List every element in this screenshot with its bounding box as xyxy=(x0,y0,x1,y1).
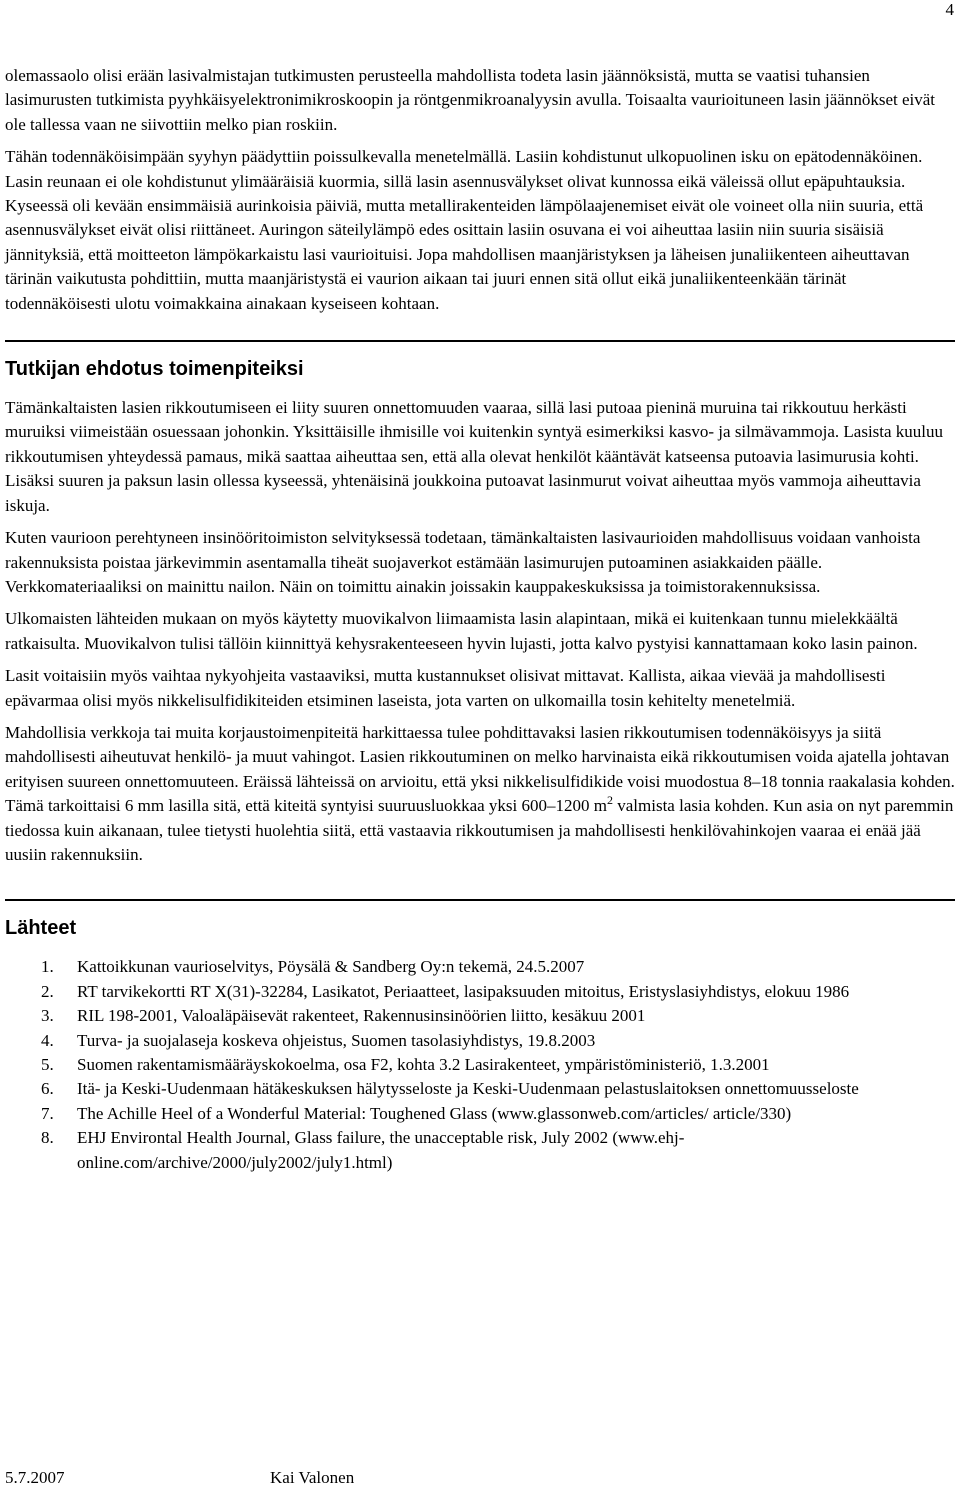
reference-item xyxy=(5,1053,955,1077)
reference-text: EHJ Environtal Health Journal, Glass failure, the unacceptable risk, July 2002 (www.ehj-online.com/archive/2000/july2002/july1.html) xyxy=(77,1128,685,1172)
reference-number: 7. xyxy=(41,1103,54,1123)
superscript-2: 2 xyxy=(607,793,613,808)
footer-date: 5.7.2007 xyxy=(5,1468,65,1487)
page-footer xyxy=(5,1466,355,1490)
document-body xyxy=(5,64,955,1175)
reference-item xyxy=(5,955,955,979)
reference-text: Turva- ja suojalaseja koskeva ohjeistus, Suomen tasolasiyhdistys, 19.8.2003 xyxy=(77,1030,596,1050)
reference-item xyxy=(5,1029,955,1053)
reference-text: Itä- ja Keski-Uudenmaan hätäkeskuksen hälytysseloste ja Keski-Uudenmaan pelastuslaitoksen onnettomuusseloste xyxy=(77,1079,859,1099)
proposals-paragraph-5 xyxy=(5,721,955,867)
proposals-paragraph-1: Tämänkaltaisten lasien rikkoutumiseen ei liity suuren onnettomuuden vaaraa, sillä lasi putoaa pieninä muruina tai rikkoutuu herkästi muruiksi viimeistään osuessaan johonkin. Yksittäisille ihmisille voi kuitenkin syntyä esimerkiksi kasvo- ja silmävammoja. Lasista kuuluu rikkoutumisen yhteydessä pamaus, mikä saattaa aiheuttaa sen, että alla olevat henkilöt kääntävät katseensa putoavia lasimurusia kohti. Lisäksi suuren ja paksun lasin ollessa kyseessä, yhtenäisinä joukkoina putoavat lasinmurut voivat aiheuttaa myös vammoja aiheuttavia iskuja. xyxy=(5,398,944,515)
intro-paragraph-1: olemassaolo olisi erään lasivalmistajan tutkimusten perusteella mahdollista todeta lasin jäännöksistä, mutta se vaatisi tuhansien lasimurusten tutkimista pyyhkäisyelektronimikroskoopin ja röntgenmikroanalyysin avulla. Toisaalta vaurioituneen lasin jäännökset eivät ole tallessa vaan ne siivottiin melko pian roskiin. xyxy=(5,66,935,134)
reference-number: 8. xyxy=(41,1128,54,1148)
reference-item xyxy=(5,1004,955,1028)
reference-number: 2. xyxy=(41,981,54,1001)
section-heading-references: Lähteet xyxy=(5,917,77,940)
reference-item xyxy=(5,1126,955,1175)
proposals-paragraph-5-text-a: Mahdollisia verkkoja tai muita korjaustoimenpiteitä harkittaessa tulee pohdittavaksi lasien rikkoutumisen todennäköisyys ja siitä mahdollisesti aiheutuvat henkilö- ja muut vahingot. Lasien rikkoutuminen on melko harvinaista eikä rikkoutumisen voida ajatella johtavan erityisen suureen onnettomuuteen. Eräissä lähteissä on arvioitu, että yksi nikkelisulfidikide voisi muodostua 8–18 tonnia raakalasia kohden. Tämä tarkoittaisi 6 mm lasilla sitä, että kiteitä syntyisi suuruusluokkaa yksi 600–1200 m xyxy=(5,722,955,816)
reference-item xyxy=(5,1102,955,1126)
reference-text: RIL 198-2001, Valoaläpäisevät rakenteet, Rakennusinsinöörien liitto, kesäkuu 2001 xyxy=(77,1006,646,1026)
reference-number: 3. xyxy=(41,1006,54,1026)
reference-list xyxy=(5,955,955,1175)
footer-author: Kai Valonen xyxy=(270,1468,355,1487)
page-number: 4 xyxy=(945,0,954,19)
proposals-paragraph-4: Lasit voitaisiin myös vaihtaa nykyohjeita vastaaviksi, mutta kustannukset olisivat mittavat. Kallista, aikaa vievää ja mahdollisesti epävarmaa olisi myös nikkelisulfidikiteiden etsiminen laseista, jota varten on ulkomailla tosin kehitelty menetelmiä. xyxy=(5,666,886,710)
proposals-paragraph-5-text-b: valmista lasia kohden. Kun asia on nyt paremmin tiedossa kuin aikanaan, tulee tietysti huolehtia siitä, että vastaavia rikkoutumisen ja mahdollisesti henkilövahinkojen vaaraa ei enää jää uusiin rakennuksiin. xyxy=(5,796,954,864)
reference-number: 5. xyxy=(41,1055,54,1074)
proposals-paragraph-2: Kuten vaurioon perehtyneen insinööritoimiston selvityksessä todetaan, tämänkaltaisten lasivaurioiden mahdollisuus voidaan vanhoista rakennuksista poistaa järkevimmin asentamalla tiheät suojaverkot estämään lasimurujen putoaminen asiakkaiden päälle. Verkkomateriaaliksi on mainittu nailon. Näin on toimittu ainakin joissakin kauppakeskuksissa ja toimistorakennuksissa. xyxy=(5,528,921,596)
section-heading-proposals: Tutkijan ehdotus toimenpiteiksi xyxy=(5,358,304,381)
reference-number: 4. xyxy=(41,1030,54,1050)
section-divider-2 xyxy=(5,899,955,901)
reference-item xyxy=(5,980,955,1004)
reference-number: 1. xyxy=(41,957,54,977)
reference-text: Suomen rakentamismääräyskokoelma, osa F2, kohta 3.2 Lasirakenteet, ympäristöministeriö, 1.3.2001 xyxy=(77,1055,770,1074)
reference-text: RT tarvikekortti RT X(31)-32284, Lasikatot, Periaatteet, lasipaksuuden mitoitus, Eristyslasiyhdistys, elokuu 1986 xyxy=(77,981,850,1001)
section-divider-1 xyxy=(5,340,955,342)
reference-number: 6. xyxy=(41,1079,54,1099)
reference-item xyxy=(5,1077,955,1101)
intro-paragraph-2: Tähän todennäköisimpään syyhyn päädyttiin poissulkevalla menetelmällä. Lasiin kohdistunut ulkopuolinen isku on epätodennäköinen. Lasin reunaan ei ole kohdistunut ylimääräisiä kuormia, sillä lasin asennusvälykset olivat kunnossa eikä väleissä ollut epäpuhtauksia. Kyseessä oli kevään ensimmäisiä aurinkoisia päiviä, mutta metallirakenteiden lämpölaajenemiset eivät ole voineet olla niin suuria, että asennusvälykset eivät olisi riittäneet. Auringon säteilylämpö edes osittain lasiin osuvana ei voi aiheuttaa lasiin niin suuria sisäisiä jännityksiä, että moitteeton lämpökarkaistu lasi vaurioituisi. Jopa mahdollisen maanjäristyksen ja läheisen junaliikenteen aiheuttavan tärinän vaikutusta pohdittiin, mutta maanjäristystä ei vaurion aikaan tai juuri ennen sitä ollut eikä junaliikenteenkään tärinät todennäköisesti ulotu voimakkaina ainakaan kyseiseen kohtaan. xyxy=(5,147,924,313)
proposals-paragraph-3: Ulkomaisten lähteiden mukaan on myös käytetty muovikalvon liimaamista lasin alapintaan, mikä ei kuitenkaan tunnu mielekkäältä ratkaisulta. Muovikalvon tulisi tällöin kiinnittyä kehysrakenteeseen hyvin lujasti, jotta kalvo pystyisi kannattamaan koko lasin painon. xyxy=(5,609,918,653)
reference-text: Kattoikkunan vaurioselvitys, Pöysälä & Sandberg Oy:n tekemä, 24.5.2007 xyxy=(77,957,585,977)
reference-text: The Achille Heel of a Wonderful Material: Toughened Glass (www.glassonweb.com/articles/ article/330) xyxy=(77,1103,792,1123)
